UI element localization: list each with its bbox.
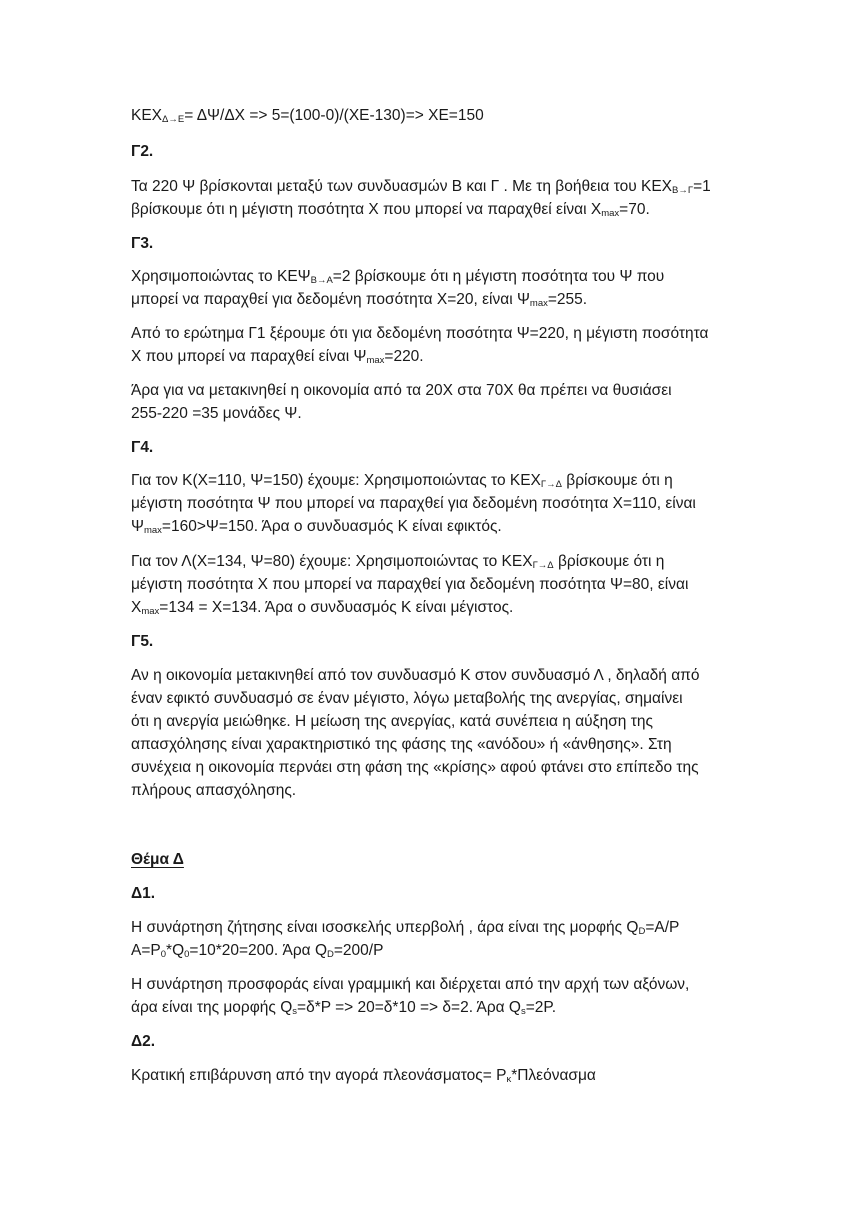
text-line: έναν εφικτό συνδυασμό σε έναν μέγιστο, λόγω μεταβολής της ανεργίας, σημαίνει [131, 690, 683, 707]
text-line: μέγιστη ποσότητα Χ που μπορεί να παραχθεί για δεδομένη ποσότητα Ψ=80, είναι [131, 576, 689, 593]
text-line: Η συνάρτηση προσφοράς είναι γραμμική και διέρχεται από την αρχή των αξόνων, [131, 976, 690, 993]
text-line: μπορεί να παραχθεί για δεδομένη ποσότητα Χ=20, είναι $\Psi_{max}=255$. [131, 291, 588, 309]
text-line: άρα είναι της μορφής $Q_s=\delta*P => 20=\delta*10 => \delta=2$. Άρα $Q_s=2P$. [131, 999, 557, 1017]
text-line: Τα 220 Ψ βρίσκονται μεταξύ των συνδυασμών Β και Γ . Με τη βοήθεια του $KEX_{B\to\Gamma}=1$ [131, 178, 711, 196]
text-line: Για τον Κ(Χ=110, Ψ=150) έχουμε: Χρησιμοποιώντας το $KEX_{\Gamma\to\Delta}$ βρίσκουμε ότι η [131, 472, 673, 490]
text-line: $KEX_{\Delta\to E}= \Delta\Psi/\Delta X => 5=(100-0)/(XE-130)=> XE=150$ [131, 107, 484, 125]
text-line: 255-220 =35 μονάδες Ψ. [131, 405, 302, 422]
text-line: πλήρους απασχόλησης. [131, 782, 297, 799]
text-line: $A=P_0*Q_0=10*20=200$. Άρα $Q_D=200/P$ [131, 942, 384, 960]
section-heading-g5: Γ5. [131, 633, 154, 650]
text-line: Άρα για να μετακινηθεί η οικονομία από τα 20Χ στα 70Χ θα πρέπει να θυσιάσει [131, 382, 672, 399]
section-heading-d2: Δ2. [131, 1033, 156, 1050]
text-line: Από το ερώτημα Γ1 ξέρουμε ότι για δεδομένη ποσότητα Ψ=220, η μέγιστη ποσότητα [131, 325, 709, 342]
text-line: Κρατική επιβάρυνση από την αγορά $\pi\lambda\varepsilon o\nu ά\sigma\mu\alpha\tau o\varsigma= P_\kappa*\Pi\lambda\varepsilon ό\nu\alpha\sigma\mu\alpha$ [131, 1067, 596, 1085]
text-line: Αν η οικονομία μετακινηθεί από τον συνδυασμό Κ στον συνδυασμό Λ , δηλαδή από [131, 667, 700, 684]
section-heading-g2: Γ2. [131, 143, 154, 160]
text-line: Για τον Λ(Χ=134, Ψ=80) έχουμε: Χρησιμοποιώντας το $KEX_{\Gamma\to\Delta}$ βρίσκουμε ότι η [131, 553, 665, 571]
section-heading-g3: Γ3. [131, 235, 154, 252]
text-line: απασχόλησης είναι χαρακτηριστικό της φάσης της «ανόδου» ή «άνθησης». Στη [131, 736, 672, 753]
text-line: Η συνάρτηση ζήτησης είναι ισοσκελής υπερβολή , άρα είναι της μορφής $Q_D=A/P$ [131, 919, 680, 937]
text-line: Χρησιμοποιώντας το $KE\Psi_{B\to A}=2$ βρίσκουμε ότι η μέγιστη ποσότητα του Ψ που [131, 268, 665, 286]
text-line: συνέχεια η οικονομία περνάει στη φάση της «κρίσης» αφού φτάνει στο επίπεδο της [131, 759, 699, 776]
text-line: ότι η ανεργία μειώθηκε. Η μείωση της ανεργίας, κατά συνέπεια η αύξηση της [131, 713, 653, 730]
text-line: βρίσκουμε ότι η μέγιστη ποσότητα Χ που μπορεί να παραχθεί είναι $X_{max}=70$. [131, 201, 650, 219]
text-line: $\Psi_{max}=160>\Psi=150$. Άρα ο συνδυασμός Κ είναι εφικτός. [131, 518, 502, 536]
text-line: μέγιστη ποσότητα Ψ που μπορεί να παραχθεί για δεδομένη ποσότητα Χ=110, είναι [131, 495, 696, 512]
section-heading-d1: Δ1. [131, 885, 156, 902]
section-title-thema-d: Θέμα Δ [131, 851, 184, 868]
section-heading-g4: Γ4. [131, 439, 154, 456]
text-line: Χ που μπορεί να παραχθεί είναι $\Psi_{max}=220$. [131, 348, 424, 366]
text-line: $X_{max}=134 = X=134$. Άρα ο συνδυασμός Κ είναι μέγιστος. [131, 599, 514, 617]
